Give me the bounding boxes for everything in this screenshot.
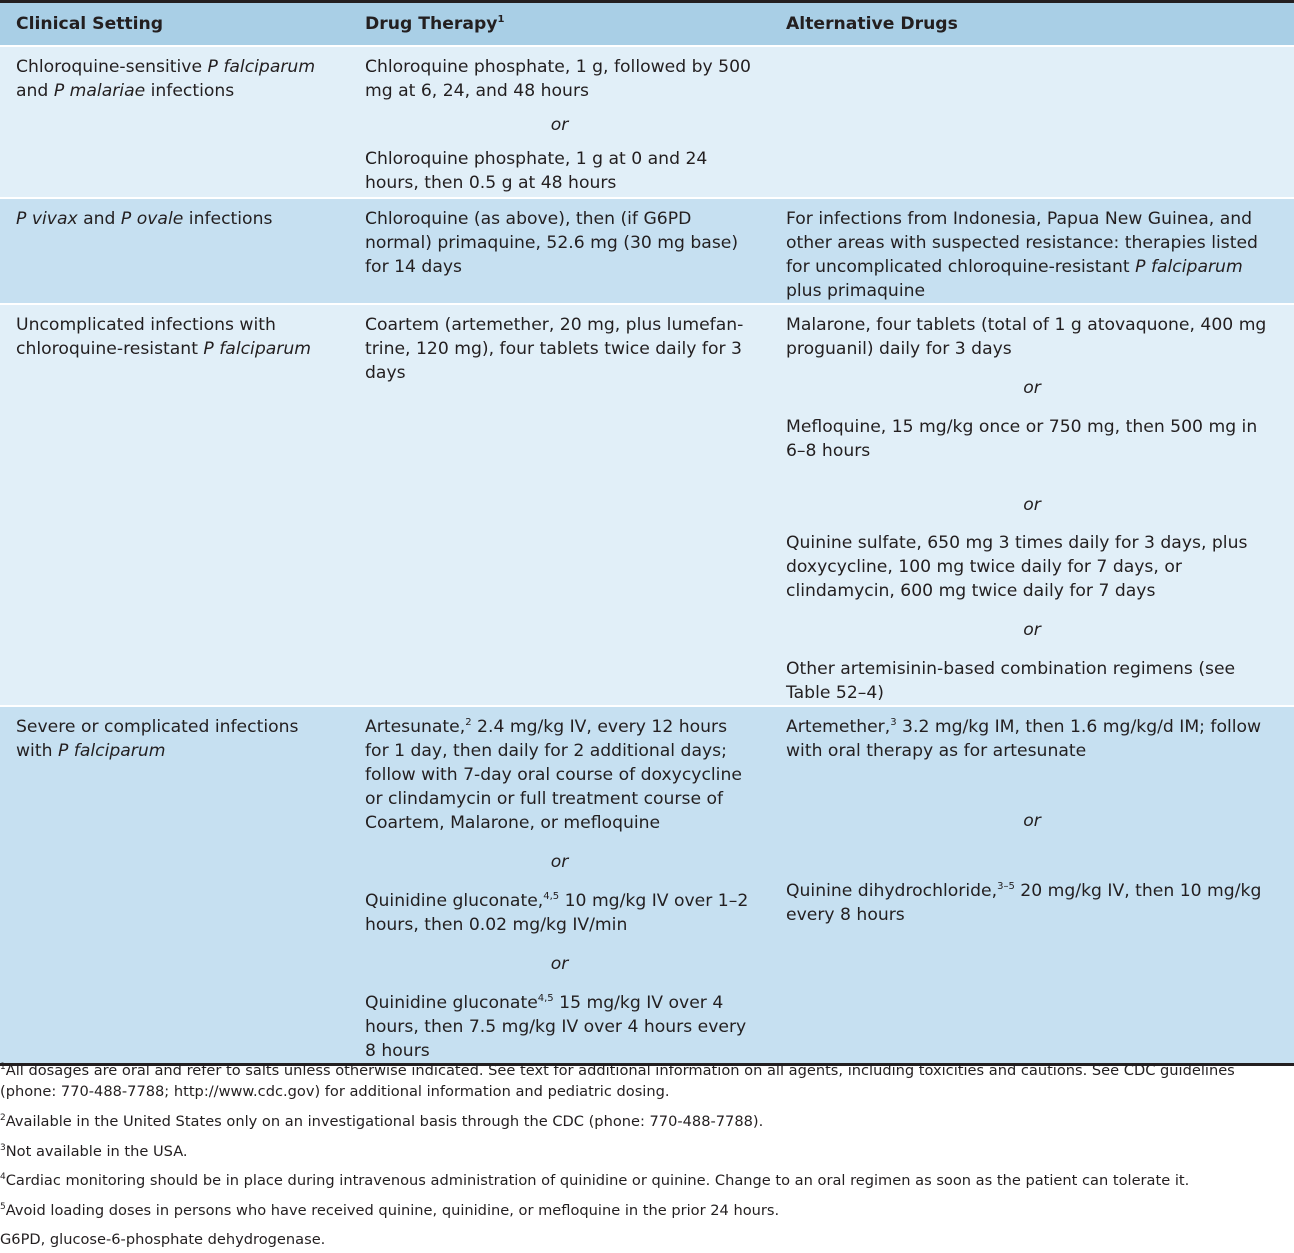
footnote [0, 1201, 1290, 1222]
clinical-setting-cell [0, 706, 349, 1065]
header-drug-therapy-label: Drug Therapy [365, 13, 498, 34]
alt-text: For infections from Indonesia, Papua New Guinea, and other areas with suspected resistance: therapies listed for uncomplicated chloroquine-resistant [786, 208, 1258, 277]
drug-name: Quinine dihydrochloride, [786, 880, 998, 901]
alternative-drugs-cell [770, 706, 1294, 1065]
table-row [0, 46, 1294, 198]
footnote-ref: 2 [465, 716, 472, 728]
header-alternative-drugs [770, 2, 1294, 46]
or-separator: or [550, 953, 569, 974]
alternative-drugs-cell [770, 304, 1294, 706]
drug-therapy-cell [349, 198, 770, 304]
table-row [0, 706, 1294, 1065]
therapy-option: Chloroquine phosphate, 1 g, followed by 500 mg at 6, 24, and 48 hours [365, 56, 751, 101]
footnote-ref: 4,5 [537, 992, 554, 1004]
alternative-option: Mefloquine, 15 mg/kg once or 750 mg, then 500 mg in 6–8 hours [786, 416, 1258, 461]
footnote-text: Not available in the USA. [5, 1142, 188, 1160]
or-separator: or [1023, 377, 1041, 398]
drug-name: Artemether, [786, 716, 891, 737]
footnote-marker: 2 [0, 1113, 6, 1123]
species-name: P malariae [53, 80, 146, 101]
alt-text: 20 mg/kg IV, then 10 mg/kg every 8 hours [786, 880, 1262, 925]
therapy-option [365, 715, 754, 835]
alternative-option: Quinine sulfate, 650 mg 3 times daily for 3 days, plus doxycycline, 100 mg twice daily for 7 days, or clindamycin, 600 mg twice daily for 7 days [786, 532, 1248, 601]
header-alternative-drugs-label: Alternative Drugs [786, 13, 958, 34]
footnote-text: Cardiac monitoring should be in place during intravenous administration of quinidine or quinine. Change to an oral regimen as soon as the patient can tolerate it. [5, 1172, 1190, 1189]
footnote-ref: 3 [890, 716, 897, 728]
drug-name: Quinidine gluconate, [365, 890, 544, 911]
alternative-option [786, 207, 1278, 303]
footnote [0, 1061, 1290, 1102]
footnotes [0, 1061, 1290, 1251]
setting-text: Uncomplicated infections with chloroquine-resistant [16, 314, 276, 359]
therapy-text: 10 mg/kg IV over 1–2 hours, then 0.02 mg/kg IV/min [365, 890, 749, 935]
species-name: P ovale [120, 208, 184, 229]
therapy-option: Chloroquine (as above), then (if G6PD normal) primaquine, 52.6 mg (30 mg base) for 14 days [365, 208, 739, 277]
therapy-text: 15 mg/kg IV over 4 hours, then 7.5 mg/kg IV over 4 hours every 8 hours [365, 992, 747, 1061]
drug-therapy-cell [349, 706, 770, 1065]
footnote-text: Avoid loading doses in persons who have received quinine, quinidine, or mefloquine in the prior 24 hours. [5, 1201, 780, 1219]
footnote [0, 1142, 1290, 1163]
table-row [0, 304, 1294, 706]
or-separator: or [550, 851, 569, 872]
alternative-drugs-cell [770, 198, 1294, 304]
header-clinical-setting [0, 2, 349, 46]
clinical-setting-cell [0, 198, 349, 304]
therapy-option: Chloroquine phosphate, 1 g at 0 and 24 hours, then 0.5 g at 48 hours [365, 148, 708, 193]
species-name: P falciparum [1135, 256, 1243, 277]
footnote-ref: 4,5 [543, 890, 560, 902]
footnote [0, 1112, 1290, 1133]
species-name: P falciparum [57, 740, 166, 761]
drug-therapy-cell [349, 304, 770, 706]
header-clinical-setting-label: Clinical Setting [16, 13, 164, 34]
header-row [0, 2, 1294, 46]
or-separator: or [1023, 494, 1041, 515]
setting-text: infections [183, 208, 273, 229]
clinical-setting-cell [0, 304, 349, 706]
drug-name: Quinidine gluconate [365, 992, 538, 1013]
footnote [0, 1230, 1290, 1251]
setting-text: infections [145, 80, 235, 101]
or-separator: or [1023, 619, 1041, 640]
setting-text: and [16, 80, 54, 101]
therapy-option: Coartem (artemether, 20 mg, plus lumefan-trine, 120 mg), four tablets twice daily for 3 days [365, 314, 744, 383]
or-separator: or [550, 114, 569, 135]
therapy-option [365, 889, 754, 937]
footnote-text: Available in the United States only on an investigational basis through the CDC (phone: 770-488-7788). [5, 1113, 764, 1130]
footnote-ref: 1 [497, 13, 505, 25]
footnote-text: All dosages are oral and refer to salts unless otherwise indicated. See text for additional information on all agents, including toxicities and cautions. See CDC guidelines (phone: 770-488-7788; http://www.cdc.gov) for additional information and pediatric dosing. [0, 1062, 1235, 1100]
table-row [0, 198, 1294, 304]
table-header [0, 2, 1294, 46]
alternative-option: Other artemisinin-based combination regimens (see Table 52–4) [786, 658, 1236, 703]
therapy-text: 2.4 mg/kg IV, every 12 hours for 1 day, then daily for 2 additional days; follow with 7-day oral course of doxycycline or clindamycin or full treatment course of Coartem, Malarone, or mefloquine [365, 716, 742, 833]
alternative-option: Malarone, four tablets (total of 1 g atovaquone, 400 mg proguanil) daily for 3 days [786, 314, 1267, 359]
header-drug-therapy [349, 2, 770, 46]
footnote-marker: 3 [0, 1142, 6, 1153]
footnote-ref: 3–5 [997, 880, 1015, 892]
alt-text: plus primaquine [786, 280, 926, 301]
drug-therapy-cell [349, 46, 770, 198]
species-name: P vivax [16, 208, 78, 229]
species-name: P falciparum [207, 56, 316, 77]
footnote-marker: 5 [0, 1201, 6, 1212]
drug-name: Artesunate, [365, 716, 466, 737]
footnote-text: G6PD, glucose-6-phosphate dehydrogenase. [0, 1231, 326, 1248]
alt-text: 3.2 mg/kg IM, then 1.6 mg/kg/d IM; follow with oral therapy as for artesunate [786, 716, 1262, 761]
setting-text: Chloroquine-sensitive [16, 56, 208, 77]
setting-text: and [77, 208, 121, 229]
footnote-marker: 4 [0, 1172, 6, 1182]
alternative-drugs-cell [770, 46, 1294, 198]
footnote [0, 1171, 1290, 1192]
or-separator: or [1023, 810, 1041, 831]
alternative-option [786, 879, 1278, 927]
setting-text: Severe or complicated infections with [16, 716, 299, 761]
footnote-marker: 1 [0, 1062, 6, 1072]
clinical-setting-cell [0, 46, 349, 198]
species-name: P falciparum [203, 338, 311, 359]
therapy-option [365, 991, 754, 1063]
alternative-option [786, 715, 1278, 763]
